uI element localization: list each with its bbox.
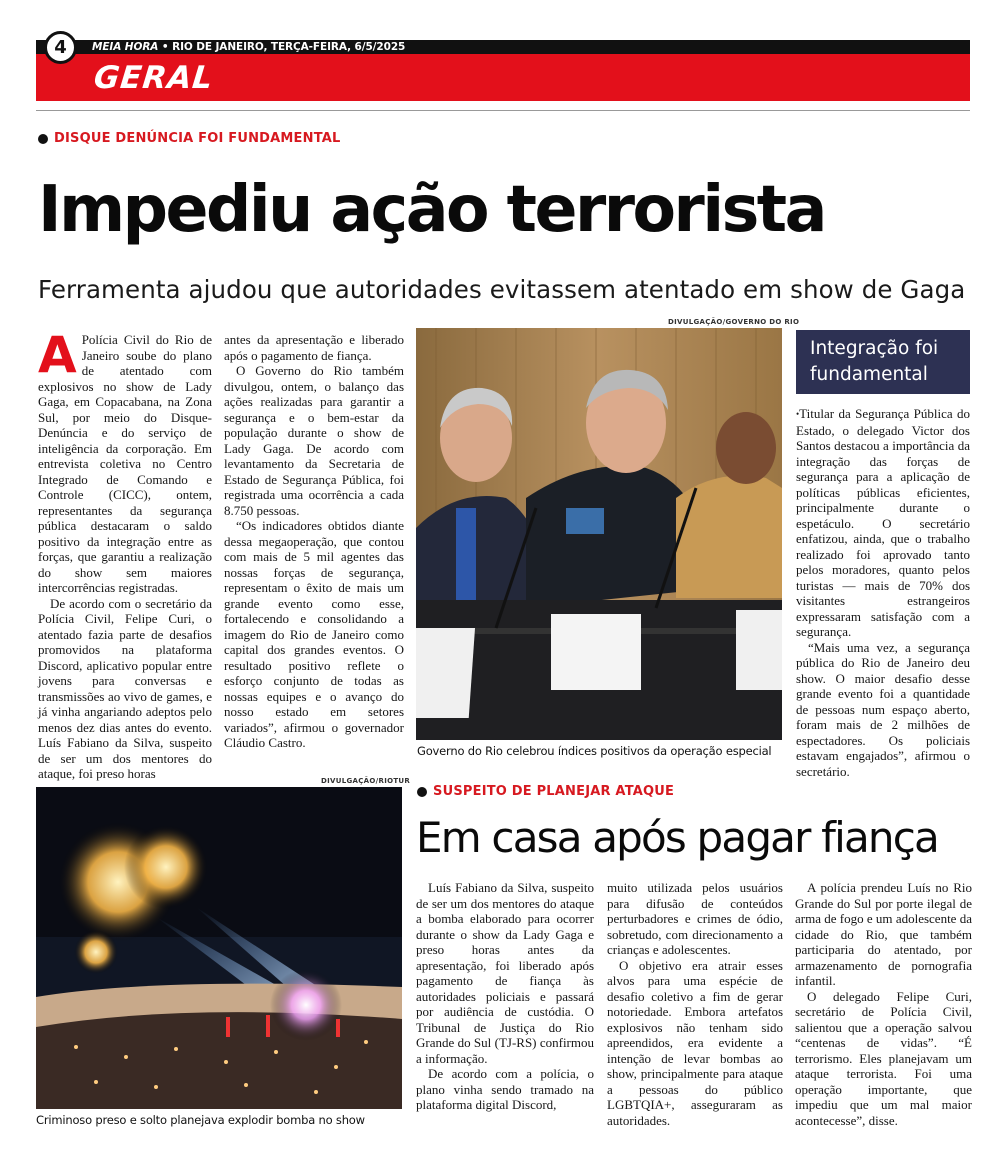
section-banner	[36, 54, 970, 101]
paragraph: “Os indicadores obtidos diante dessa megaoperação, que contou com mais de 5 mil agentes das nossas forças de segurança, representam o êxito de mais um grande evento como esse, fortalecendo e consolidando a imagem do Rio de Janeiro como capital dos grandes eventos. O resultado positivo reflete o esforço conjunto de todas as nossas equipes e o avanço do nosso estado em setores variados”, afirmou o governador Cláudio Castro.	[224, 518, 404, 750]
photo-caption: Governo do Rio celebrou índices positivos da operação especial	[417, 744, 772, 758]
paragraph: De acordo com a polícia, o plano vinha sendo tramado na plataforma digital Discord,	[416, 1066, 594, 1112]
paragraph: A polícia prendeu Luís no Rio Grande do Sul por porte ilegal de arma de fogo e um adolescente da cidade do Rio, que também participaria do atentado, por armazenamento de pornografia infantil.	[795, 880, 972, 988]
fireworks-show-photo	[36, 787, 402, 1109]
press-conference-photo	[416, 328, 782, 740]
paragraph: O delegado Felipe Curi, secretário de Polícia Civil, salientou que a operação salvou “centenas de vidas”. “É terrorismo. Eles planejavam um ataque terrorista. Foi uma operação importante, que impediu que um mal maior acontecesse”, disse.	[795, 988, 972, 1128]
paragraph: antes da apresentação e liberado após o pagamento de fiança.	[224, 332, 404, 363]
article-column-4	[607, 880, 783, 1128]
publication-name: MEIA HORA	[92, 41, 159, 53]
dateline: RIO DE JANEIRO, TERÇA-FEIRA, 6/5/2025	[172, 41, 406, 53]
paragraph: De acordo com o secretário da Polícia Civil, Felipe Curi, o atentado fazia parte de desafios promovidos na plataforma Discord, aplicativo popular entre jovens para conversas e transmissões ao vivo de games, e já vinha angariando adeptos pelo menos dez dias antes do evento. Luís Fabiano da Silva, suspeito de ser um dos mentores do ataque, foi preso horas	[38, 595, 212, 781]
paragraph: O objetivo era atrair esses alvos para uma espécie de desafio coletivo a fim de gerar notoriedade. Embora artefatos explosivos não tenham sido apreendidos, era evidente a intenção de levar bombas ao show, principalmente para ataque a pessoas do público LGBTQIA+, asseguraram as autoridades.	[607, 957, 783, 1128]
section-title: GERAL	[92, 60, 216, 96]
paragraph: Polícia Civil do Rio de Janeiro soube do plano de atentado com explosivos no show de Lady Gaga, em Copacabana, na Zona Sul, por meio do Disque-Denúncia e do serviço de inteligência da corporação. Em entrevista coletiva no Centro Integrado de Comando e Controle (CICC), ontem, representantes da segurança pública destacaram o saldo positivo da integração entre as forças, que garantiu a realização do show sem maiores intercorrências registradas.	[38, 332, 212, 595]
sidebar-title-box	[796, 330, 970, 394]
sidebar-column	[796, 406, 970, 779]
paragraph: Luís Fabiano da Silva, suspeito de ser um dos mentores do ataque a bomba elaborado para ocorrer durante o show da Lady Gaga e preso horas antes da apresentação, foi liberado após pagamento de fiança às autoridades policiais e passará por audiência de custódia. O Tribunal de Justiça do Rio Grande do Sul (TJ-RS) confirmou a informação.	[416, 880, 594, 1066]
article-column-2	[224, 332, 404, 751]
dateline-bar: MEIA HORA • RIO DE JANEIRO, TERÇA-FEIRA, 6/5/2025	[92, 41, 406, 53]
paragraph: “Mais uma vez, a segurança pública do Rio de Janeiro deu show. O maior desafio desse grande evento foi a quantidade de pessoas num espaço aberto, foram mais de 2 milhões de espectadores. Os policiais estavam engajados”, afirmou o secretário.	[796, 639, 970, 779]
main-headline: Impediu ação terrorista	[38, 173, 825, 247]
subheadline: Ferramenta ajudou que autoridades evitassem atentado em show de Gaga	[38, 275, 966, 304]
drop-cap: A	[38, 326, 77, 384]
article-column-3	[416, 880, 594, 1113]
photo-caption: Criminoso preso e solto planejava explodir bomba no show	[36, 1113, 365, 1127]
page-number: 4	[44, 31, 77, 64]
kicker: SUSPEITO DE PLANEJAR ATAQUE	[417, 784, 674, 799]
bullet-dot-icon	[38, 134, 48, 144]
paragraph: Titular da Segurança Pública do Estado, o delegado Victor dos Santos destacou a importância da integração das forças de segurança para a aplicação de políticas públicas eficientes, principalmente durante o espetáculo. O secretário enfatizou, ainda, que o trabalho realizado foi aprovado tanto pelos moradores, quanto pelos turistas — mais de 70% dos visitantes estrangeiros expressaram satisfação com a segurança.	[796, 406, 970, 639]
divider	[36, 110, 970, 111]
top-bar	[36, 40, 970, 54]
bullet-dot-icon	[417, 787, 427, 797]
sidebar-title: Integração foi fundamental	[810, 338, 939, 385]
article-column-1	[38, 326, 212, 782]
paragraph: muito utilizada pelos usuários para difusão de conteúdos perturbadores e crimes de ódio, sobretudo, com direcionamento a crianças e adolescentes.	[607, 880, 783, 957]
paragraph: O Governo do Rio também divulgou, ontem, o balanço das ações realizadas para garantir a segurança e o bem-estar da população durante o show de Lady Gaga. De acordo com levantamento da Secretaria de Estado de Segurança Pública, foi registrada uma ocorrência a cada 8.750 pessoas.	[224, 363, 404, 518]
photo-credit: DIVULGAÇÃO/RIOTUR	[321, 777, 411, 785]
kicker: DISQUE DENÚNCIA FOI FUNDAMENTAL	[38, 131, 341, 146]
photo-credit: DIVULGAÇÃO/GOVERNO DO RIO	[668, 318, 800, 326]
secondary-headline: Em casa após pagar fiança	[416, 813, 938, 862]
bullet-icon: •	[796, 409, 800, 419]
article-column-5	[795, 880, 972, 1128]
